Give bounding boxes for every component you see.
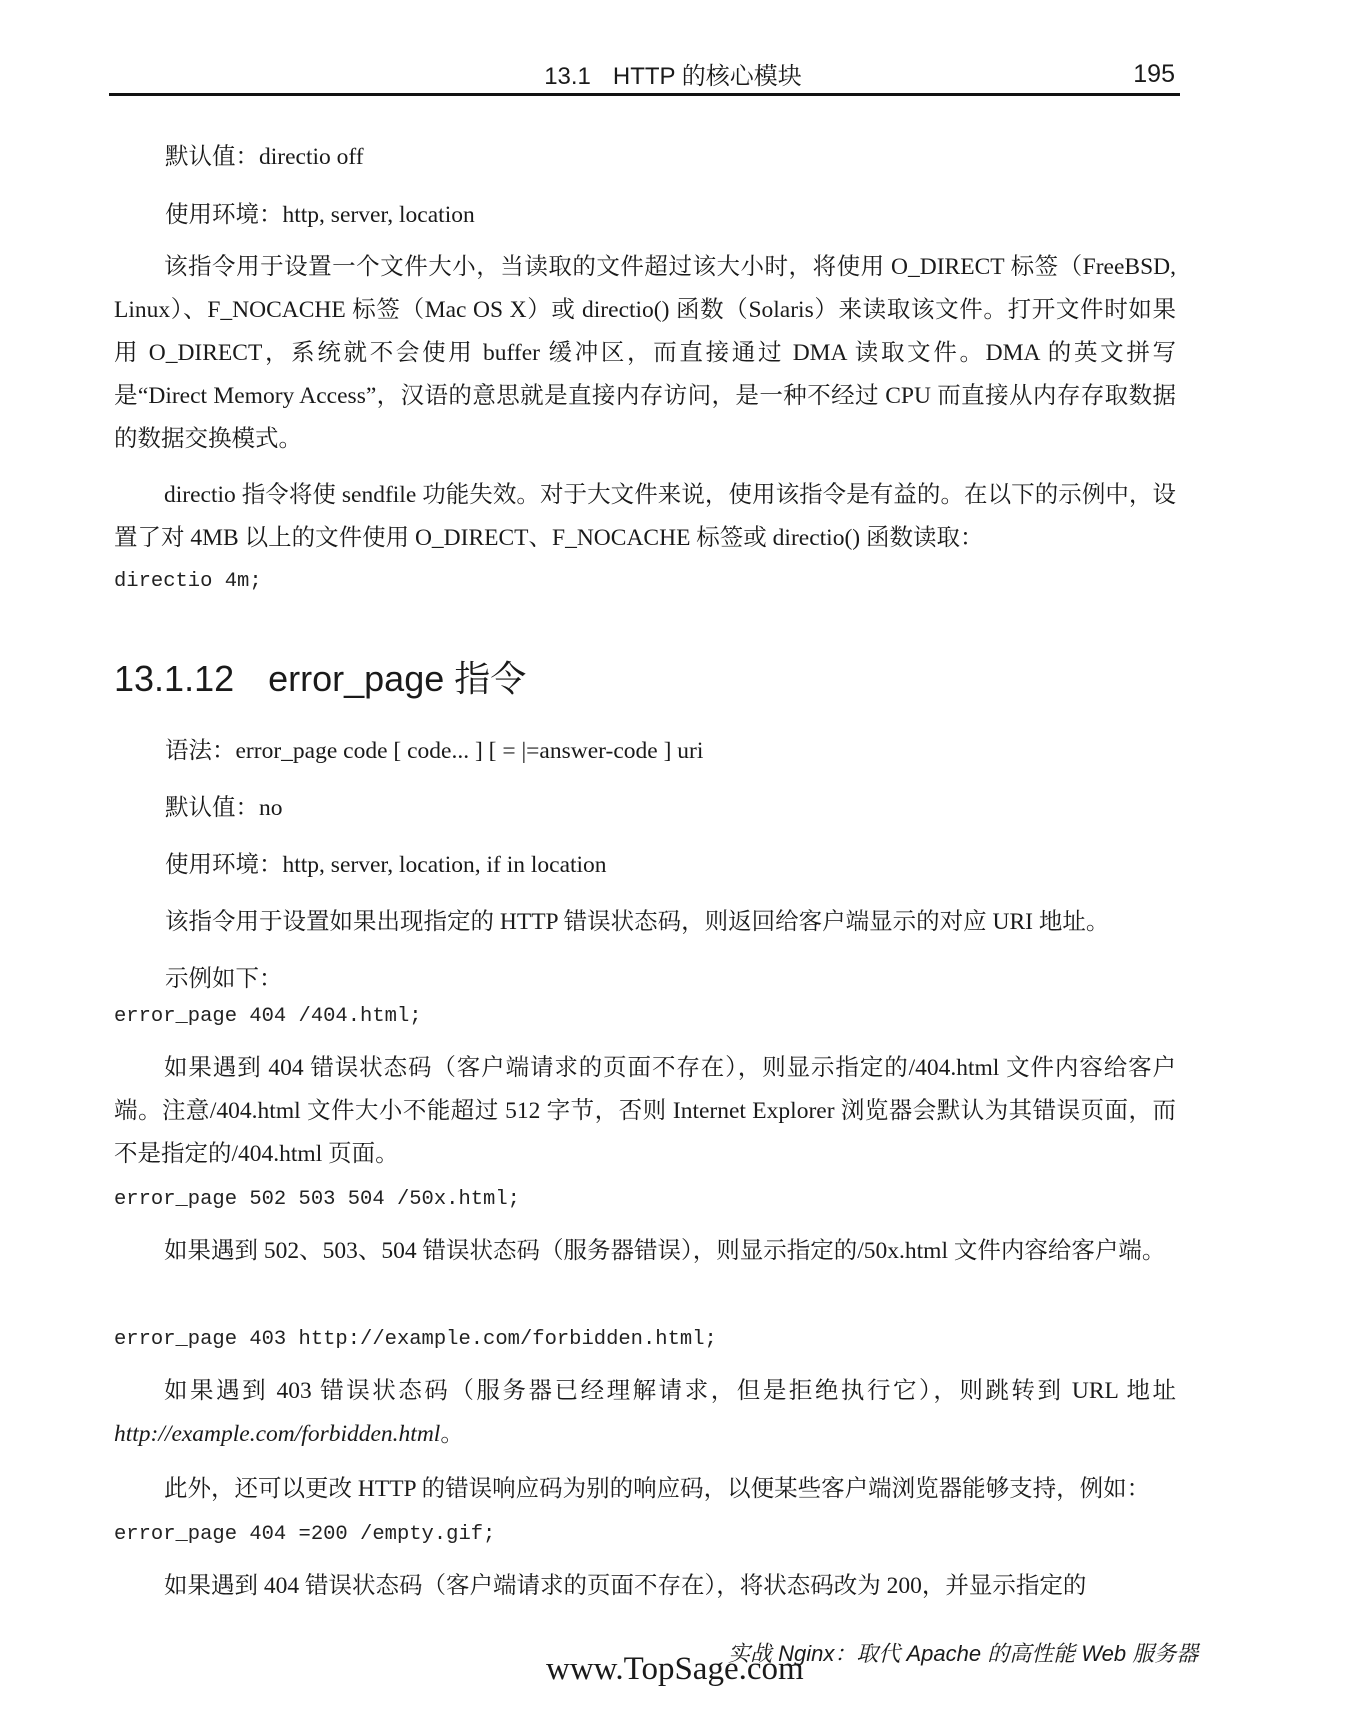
error-page-context: 使用环境：http, server, location, if in location [165,852,607,878]
code-example-directio: directio 4m; [114,570,262,593]
directio-default: 默认值：directio off [165,144,364,170]
example-intro: 示例如下： [165,966,283,992]
change-code-intro: 此外，还可以更改 HTTP 的错误响应码为别的响应码，以便某些客户端浏览器能够支持，例如： [164,1476,1151,1502]
explanation-50x: 如果遇到 502、503、504 错误状态码（服务器错误），则显示指定的/50x.html 文件内容给客户端。 [164,1238,1166,1264]
section-heading [114,651,526,702]
directio-context: 使用环境：http, server, location [165,202,475,228]
header-divider [109,93,1180,96]
watermark: www.TopSage.com [546,1651,804,1687]
code-example-403: error_page 403 http://example.com/forbidden.html; [114,1328,717,1351]
forbidden-url-link[interactable]: http://example.com/forbidden.html [114,1421,441,1447]
explanation-403 [114,1370,1176,1456]
explanation-403-suffix: 。 [440,1421,464,1447]
page-number: 195 [1133,60,1175,88]
code-example-404: error_page 404 /404.html; [114,1005,422,1028]
section-heading-number: 13.1.12 [114,658,235,699]
directio-description: 该指令用于设置一个文件大小，当读取的文件超过该大小时，将使用 O_DIRECT 标签（FreeBSD, Linux）、F_NOCACHE 标签（Mac OS X）或 directio() 函数（Solaris）来读取该文件。打开文件时如果用 O_DIRECT，系统就不会使用 buffer 缓冲区，而直接通过 DMA 读取文件。DMA 的英文拼写是“Direct Memory Access”，汉语的意思就是直接内存访问，是一种不经过 CPU 而直接从内存存取数据的数据交换模式。 [114,254,1176,452]
footer-book-title: 实战 Nginx：取代 Apache 的高性能 Web 服务器 [728,1641,1199,1666]
change-code-explanation: 如果遇到 404 错误状态码（客户端请求的页面不存在），将状态码改为 200，并显示指定的 [164,1573,1087,1599]
error-page-syntax: 语法：error_page code [ code... ] [ = |=answer-code ] uri [165,738,704,764]
header-section-title: HTTP 的核心模块 [612,63,802,90]
error-page-default: 默认值：no [165,795,283,821]
section-heading-title: error_page 指令 [268,658,527,699]
explanation-404: 如果遇到 404 错误状态码（客户端请求的页面不存在），则显示指定的/404.html 文件内容给客户端。注意/404.html 文件大小不能超过 512 字节，否则 Internet Explorer 浏览器会默认为其错误页面，而不是指定的/404.html 页面。 [114,1055,1176,1167]
code-example-50x: error_page 502 503 504 /50x.html; [114,1188,520,1211]
explanation-403-text: 如果遇到 403 错误状态码（服务器已经理解请求，但是拒绝执行它），则跳转到 URL 地址 [164,1378,1176,1404]
directio-note: directio 指令将使 sendfile 功能失效。对于大文件来说，使用该指令是有益的。在以下的示例中，设置了对 4MB 以上的文件使用 O_DIRECT、F_NOCACHE 标签或 directio() 函数读取： [114,482,1176,551]
error-page-description: 该指令用于设置如果出现指定的 HTTP 错误状态码，则返回给客户端显示的对应 URI 地址。 [165,909,1110,935]
code-example-empty-gif: error_page 404 =200 /empty.gif; [114,1523,496,1546]
header-section-number: 13.1 [544,63,591,90]
